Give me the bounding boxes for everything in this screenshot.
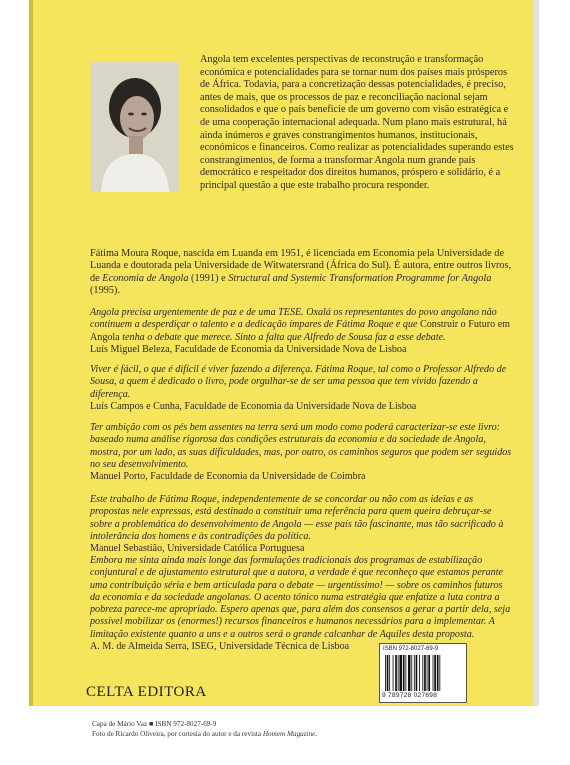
quote-author: Luís Campos e Cunha, Faculdade de Economia da Universidade Nova de Lisboa [90,400,417,412]
isbn-label: ISBN 972-8027-69-9 [383,646,439,652]
quote-author: Manuel Sebastião, Universidade Católica Portuguesa [90,543,305,555]
quote-text: Angola precisa urgentemente de paz e de uma TESE. Oxalá os representantes do povo angolano não continuem a desperdiçar o talento e a dedicação ímpares de Fátima Roque e que [90,307,497,331]
review-quote [90,555,515,653]
review-quote [90,494,515,555]
credits-line-1: Capa de Mário Vaz ■ ISBN 972-8027-69-9 [92,720,217,728]
quote-author: Luís Miguel Beleza, Faculdade de Economia da Universidade Nova de Lisboa [90,343,407,355]
quote-text: Viver é fácil, o que é difícil é viver fazendo a diferença. Fátima Roque, tal como o Professor Alfredo de Sousa, a quem é dedicado o livro, pode orgulhar-se de ser uma pessoa que tem vivido fazendo a diferença. [90,364,507,400]
quote-text: Embora me sinta ainda mais longe das formulações tradicionais dos programas de estabilização conjuntural e de ajustamento estrutural que a autora, a verdade é que reconheço que estamos perante uma contribuição séria e bem articulada para o debate — urgentíssimo! — sobre os caminhos futuros da economia e da sociedade angolanas. O acento tónico numa estratégia que enfatize a luta contra a pobreza parece-me apropriado. Espero apenas que, para além dos consensos a gerar a partir dela, seja possível mobilizar os (enormes!) recursos financeiros e humanos necessários para a implementar. A limitação existente quanto a uns e a outros será o grande calcanhar de Aquiles desta proposta. [90,555,511,640]
author-bio [90,248,515,298]
cover-right-edge [533,0,539,706]
author-portrait-image [91,62,179,192]
author-photo [91,62,179,192]
review-quote [90,364,515,413]
barcode-digits: 9 789728 027698 [382,692,438,699]
isbn-barcode-box [379,643,467,703]
bio-text-1: Fátima Moura Roque, nascida em Luanda em 1951, é licenciada em Economia pela Universidade de Luanda e doutorada pela Universidade de Witwatersrand (África do Sul). É autora, entre outros livros, de [90,248,512,284]
review-quote [90,422,515,483]
credits-line-2: Foto de Ricardo Oliveira, por cortesia do autor e da revista [92,730,263,738]
bio-text-2: (1991) e [188,272,229,284]
review-quote [90,307,515,356]
quote-text: Ter ambição com os pés bem assentes na terra será um modo como poderá caracterizar-se este livro: baseado numa análise rigorosa das condições estruturais da economia e da sociedade de Angola, mostra, por um lado, as suas dificuldades, mas, por outro, os caminhos seguros que podem ser seguidos no seu desenvolvimento. [90,422,512,470]
credits-line-2-end: . [315,730,318,738]
quote-author: A. M. de Almeida Serra, ISEG, Universidade Técnica de Lisboa [90,641,350,653]
quote-book-title: Construir o Futuro em Angola [90,319,511,343]
quote-text-continued: tenha o debate que merece. Sinto a falta que Alfredo de Sousa faz a esse debate. [119,331,446,343]
quote-text: Este trabalho de Fátima Roque, independentemente de se concordar ou não com as ideias e as propostas nele expressas, está destinado a constituir uma referência para quem queira debruçar-se sobre a problemática do desenvolvimento de Angola — esse país tão fascinante, mas tão sacrificado à intolerância dos homens e às contradições da política. [90,494,504,542]
credits-magazine: Homem Magazine [262,730,316,738]
barcode-icon [384,655,462,691]
quote-author: Manuel Porto, Faculdade de Economia da Universidade de Coimbra [90,471,366,483]
publisher-name: CELTA EDITORA [86,684,207,700]
bio-text-3: (1995). [90,285,121,297]
bio-book-1: Economia de Angola [102,272,189,284]
bio-book-2: Structural and Systemic Transformation Programme for Angola [228,272,492,284]
intro-paragraph: Angola tem excelentes perspectivas de reconstrução e transformação económica e potencialidades para se tornar num dos países mais prósperos de África. Todavia, para a concretização dessas potencialidades, é preciso, antes de mais, que os processos de paz e reconciliação nacional sejam consolidados e que o país beneficie de um governo com visão estratégica e de uma cooperação internacional adequada. Num plano mais estrutural, há ainda inúmeros e graves constrangimentos humanos, institucionais, económicos e financeiros. Como realizar as potencialidades superando estes constrangimentos, de forma a transformar Angola num grande país democrático e respeitador dos direitos humanos, próspero e solidário, é a principal questão a que este trabalho procura responder. [200,54,514,191]
cover-credits [92,719,512,739]
